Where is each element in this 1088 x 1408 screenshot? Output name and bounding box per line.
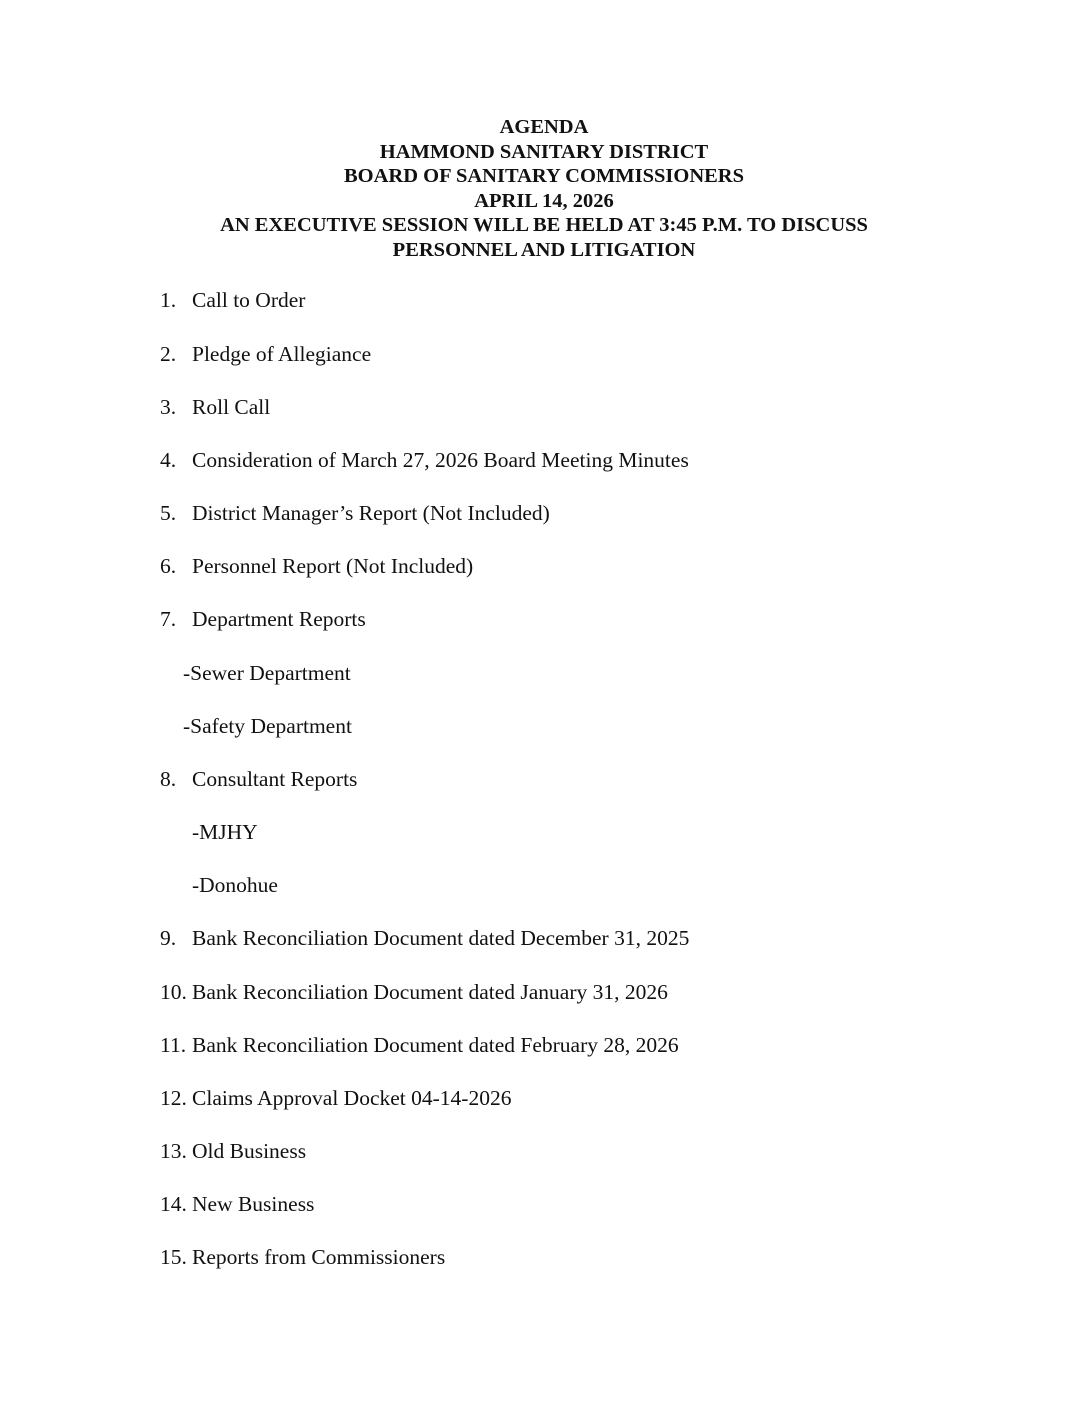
consultant-subitem-donohue: -Donohue: [192, 873, 278, 897]
agenda-item-text: Pledge of Allegiance: [192, 342, 372, 366]
agenda-header: [0, 115, 1088, 263]
agenda-item-text: Bank Reconciliation Document dated February 28, 2026: [192, 1033, 679, 1057]
agenda-item-number: 15.: [160, 1245, 187, 1269]
agenda-item-number: 9.: [160, 926, 177, 950]
agenda-item-text: Consideration of March 27, 2026 Board Meeting Minutes: [192, 448, 689, 472]
agenda-item-number: 5.: [160, 501, 177, 525]
agenda-item-text: District Manager’s Report (Not Included): [192, 501, 550, 525]
department-subitem-sewer: -Sewer Department: [183, 661, 351, 685]
agenda-item-number: 6.: [160, 554, 177, 578]
consultant-subitem-mjhy: -MJHY: [192, 820, 258, 844]
header-organization: HAMMOND SANITARY DISTRICT: [379, 140, 709, 163]
agenda-item-text: Bank Reconciliation Document dated January 31, 2026: [192, 980, 668, 1004]
agenda-item-text: Reports from Commissioners: [192, 1245, 446, 1269]
agenda-item-number: 14.: [160, 1192, 187, 1216]
agenda-item-text: Roll Call: [192, 395, 271, 419]
agenda-item-text: New Business: [192, 1192, 315, 1216]
header-date: APRIL 14, 2026: [474, 189, 614, 212]
header-executive-session: AN EXECUTIVE SESSION WILL BE HELD AT 3:45 P.M. TO DISCUSS: [220, 214, 868, 237]
agenda-item-number: 3.: [160, 395, 177, 419]
agenda-item-text: Consultant Reports: [192, 767, 358, 791]
department-subitem-safety: -Safety Department: [183, 714, 352, 738]
agenda-item-text: Old Business: [192, 1139, 307, 1163]
agenda-item-number: 12.: [160, 1086, 187, 1110]
agenda-item-text: Bank Reconciliation Document dated December 31, 2025: [192, 926, 690, 950]
header-board: BOARD OF SANITARY COMMISSIONERS: [343, 165, 745, 188]
agenda-item-number: 4.: [160, 448, 177, 472]
agenda-item-number: 10.: [160, 980, 187, 1004]
agenda-item-number: 1.: [160, 288, 177, 312]
agenda-item-number: 11.: [160, 1033, 187, 1057]
agenda-item-text: Department Reports: [192, 607, 366, 631]
agenda-item-number: 7.: [160, 607, 177, 631]
agenda-item-text: Personnel Report (Not Included): [192, 554, 474, 578]
agenda-item-number: 13.: [160, 1139, 187, 1163]
agenda-item-text: Call to Order: [192, 288, 306, 312]
agenda-item-text: Claims Approval Docket 04-14-2026: [192, 1086, 512, 1110]
header-title: AGENDA: [499, 116, 589, 138]
agenda-item-number: 2.: [160, 342, 177, 366]
agenda-item-number: 8.: [160, 767, 177, 791]
header-session-topics: PERSONNEL AND LITIGATION: [392, 238, 696, 261]
